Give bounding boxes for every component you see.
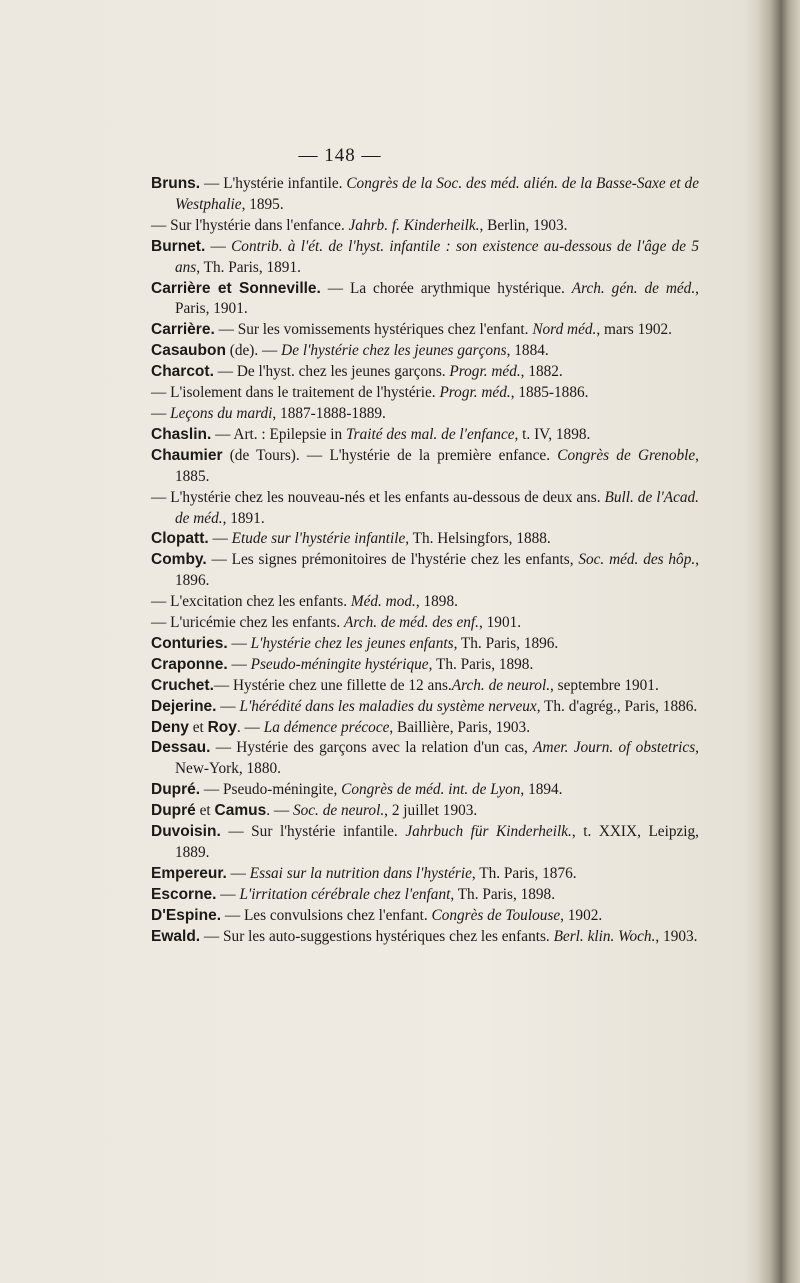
entry-text: — Les convulsions chez l'enfant. (221, 906, 432, 924)
entry-text: , Th. Paris, 1898. (428, 655, 534, 673)
entry-text: , Th. Paris, 1898. (450, 885, 556, 903)
entry-publication: Arch. gén. de méd. (571, 279, 696, 297)
bibliography-entry (151, 320, 699, 341)
entry-publication: Congrès de méd. int. de Lyon (341, 781, 521, 799)
entry-publication: Nord méd. (532, 321, 597, 339)
entry-text: — (216, 697, 240, 715)
entry-text: , septembre 1901. (550, 676, 659, 694)
entry-publication: Amer. Journ. of obstetrics (533, 739, 696, 757)
bibliography-entry (151, 383, 699, 404)
entry-publication: De l'hystérie chez les jeunes garçons (281, 342, 507, 360)
entry-author: Dupré. (151, 781, 201, 799)
entry-author: Carrière et Sonneville. (151, 279, 321, 297)
entry-text: et (195, 802, 215, 820)
entry-author: Escorne. (151, 885, 217, 903)
entry-text: , New-York, 1880. (175, 739, 699, 778)
entry-author: D'Espine. (151, 906, 222, 924)
entry-author: Ewald. (151, 927, 201, 945)
bibliography-entry (151, 341, 699, 362)
entry-publication: Méd. mod. (350, 593, 416, 611)
entry-text: Sur l'hystérie dans l'enfance. (166, 216, 349, 234)
entry-text: , 1887-1888-1889. (272, 404, 386, 422)
entry-author: Casaubon (151, 342, 226, 360)
entry-text: — De l'hyst. chez les jeunes garçons. (213, 363, 450, 381)
entry-text: , mars 1902. (596, 321, 672, 339)
entry-author: Carrière. (151, 321, 215, 339)
entry-text: — (226, 864, 250, 882)
entry-publication: Traité des mal. de l'enfance (345, 425, 515, 443)
entry-text: . — (236, 718, 264, 736)
entry-text: , 1898. (415, 593, 458, 611)
entry-author: Cruchet. (151, 676, 214, 694)
entry-text: , 1891. (222, 509, 265, 527)
entry-publication: Pseudo-méningite hystérique (250, 655, 429, 673)
entry-publication: Arch. de neurol. (451, 676, 551, 694)
bibliography-entry (151, 885, 699, 906)
entry-publication: Leçons du mardi (170, 404, 273, 422)
entry-text: — Sur les vomissements hystériques chez l'enfant. (214, 321, 533, 339)
bibliography-entry (151, 822, 699, 864)
entry-ditto-dash: — (151, 488, 167, 506)
entry-ditto-dash: — (151, 593, 167, 611)
entry-author: Clopatt. (151, 530, 209, 548)
entry-text: et (188, 718, 208, 736)
bibliography-entry (151, 404, 699, 425)
bibliography-entry (151, 676, 699, 697)
entry-text: — La chorée arythmique hystérique. (320, 279, 572, 297)
entry-text: — Hystérie chez une fillette de 12 ans. (213, 676, 452, 694)
entry-publication: L'irritation cérébrale chez l'enfant (239, 885, 451, 903)
entry-text: — L'hystérie infantile. (200, 175, 347, 192)
entry-ditto-dash: — (151, 614, 167, 632)
entry-publication: Congrès de la Soc. des méd. alién. de la Basse-Saxe et de Westphalie (175, 175, 699, 213)
bibliography-entry (151, 529, 699, 550)
entry-coauthor: Camus (214, 802, 267, 820)
bibliography-list (151, 174, 699, 948)
entry-text: — (216, 885, 240, 903)
bibliography-entry (151, 362, 699, 383)
entry-text: L'uricémie chez les enfants. (166, 614, 345, 632)
bibliography-entry (151, 488, 699, 530)
bibliography-entry (151, 550, 699, 592)
entry-text: — Sur l'hystérie infantile. (220, 823, 406, 841)
entry-author: Chaumier (151, 446, 223, 464)
bibliography-entry (151, 780, 699, 801)
entry-text: — Les signes prémonitoires de l'hystérie chez les enfants, (206, 551, 579, 569)
entry-text: , Th. Paris, 1896. (453, 634, 559, 652)
entry-text: , 1894. (520, 781, 563, 799)
entry-publication: Soc. de neurol. (292, 802, 385, 820)
entry-publication: Bull. de l'Acad. de méd. (175, 488, 699, 527)
entry-text: . — (266, 802, 293, 820)
entry-author: Dupré (151, 802, 196, 820)
entry-publication: Jahrb. f. Kinderheilk. (348, 216, 480, 234)
entry-publication: L'hystérie chez les jeunes enfants (250, 634, 454, 652)
entry-publication: Congrès de Grenoble (557, 446, 696, 464)
entry-text: , 2 juillet 1903. (384, 802, 478, 820)
entry-publication: Progr. méd. (449, 363, 521, 381)
entry-author: Comby. (151, 551, 207, 569)
bibliography-entry (151, 927, 699, 948)
entry-text: , 1882. (520, 363, 563, 381)
bibliography-entry (151, 655, 699, 676)
entry-text: , Th. d'agrég., Paris, 1886. (536, 697, 698, 715)
entry-author: Duvoisin. (151, 823, 221, 841)
entry-publication: Jahrbuch für Kinderheilk. (405, 823, 572, 841)
bibliography-entry (151, 279, 699, 321)
bibliography-entry (151, 634, 699, 655)
entry-text: , Th. Paris, 1891. (196, 258, 301, 276)
entry-text: , Th. Helsingfors, 1888. (405, 530, 551, 548)
entry-text: , 1901. (479, 614, 522, 632)
entry-author: Charcot. (151, 363, 214, 381)
entry-text: — Art. : Epilepsie in (211, 425, 346, 443)
entry-author: Deny (151, 718, 189, 736)
entry-text: — Pseudo-méningite, (200, 781, 342, 799)
entry-text: , 1884. (506, 342, 549, 360)
entry-text: , Paris, 1901. (175, 279, 699, 318)
entry-text: — (227, 655, 251, 673)
entry-author: Dessau. (151, 739, 211, 757)
bibliography-entry (151, 906, 699, 927)
bibliography-entry (151, 174, 699, 216)
entry-text: , t. XXIX, Leipzig, 1889. (175, 823, 699, 861)
entry-text: (de Tours). — L'hystérie de la première enfance. (222, 446, 558, 464)
entry-publication: L'hérédité dans les maladies du système nerveux (239, 697, 537, 715)
entry-text: , t. IV, 1898. (514, 425, 591, 443)
bibliography-entry (151, 425, 699, 446)
entry-author: Chaslin. (151, 425, 212, 443)
bibliography-entry (151, 592, 699, 613)
entry-ditto-dash: — (151, 216, 167, 234)
bibliography-entry (151, 801, 699, 822)
entry-text: , 1896. (175, 551, 700, 590)
entry-author: Empereur. (151, 864, 227, 882)
entry-text: , Berlin, 1903. (479, 216, 568, 234)
entry-publication: Essai sur la nutrition dans l'hystérie (249, 864, 472, 882)
entry-text: L'hystérie chez les nouveau-nés et les enfants au-dessous de deux ans. (166, 488, 605, 506)
entry-author: Craponne. (151, 655, 228, 673)
entry-text: — (205, 237, 232, 255)
entry-text: L'excitation chez les enfants. (166, 593, 351, 611)
entry-author: Dejerine. (151, 697, 217, 715)
entry-coauthor: Roy (207, 718, 237, 736)
entry-text: L'isolement dans le traitement de l'hystérie. (166, 384, 440, 402)
entry-publication: Congrès de Toulouse (431, 906, 561, 924)
entry-text: , 1885-1886. (510, 384, 589, 402)
entry-author: Burnet. (151, 237, 206, 255)
entry-ditto-dash: — (151, 384, 167, 402)
entry-text: — (208, 530, 232, 548)
entry-text: — (227, 634, 251, 652)
entry-text: , 1885. (175, 446, 699, 485)
bibliography-entry (151, 446, 699, 488)
page-binding-edge (758, 0, 800, 1283)
bibliography-entry (151, 738, 699, 780)
entry-text: , 1902. (560, 906, 603, 924)
entry-text: — Hystérie des garçons avec la relation d'un cas, (210, 739, 534, 757)
entry-ditto-dash: — (151, 404, 167, 422)
bibliography-entry (151, 613, 699, 634)
entry-publication: Contrib. à l'ét. de l'hyst. infantile : son existence au-dessous de l'âge de 5 ans (175, 237, 699, 276)
entry-text: — Sur les auto-suggestions hystériques chez les enfants. (200, 927, 554, 945)
entry-publication: Arch. de méd. des enf. (344, 614, 479, 632)
entry-text: (de). — (225, 342, 282, 360)
entry-publication: Progr. méd. (439, 384, 511, 402)
bibliography-entry (151, 237, 699, 279)
entry-publication: La démence précoce (263, 718, 390, 736)
entry-publication: Soc. méd. des hôp. (578, 551, 696, 569)
entry-text: , 1895. (241, 195, 284, 213)
bibliography-entry (151, 718, 699, 739)
bibliography-entry (151, 864, 699, 885)
bibliography-entry (151, 697, 699, 718)
entry-text: , 1903. (655, 927, 698, 945)
bibliography-entry (151, 216, 699, 237)
entry-author: Bruns. (151, 175, 201, 192)
entry-author: Conturies. (151, 634, 228, 652)
page-number: — 148 — (298, 145, 382, 166)
entry-text: , Th. Paris, 1876. (471, 864, 577, 882)
entry-publication: Berl. klin. Woch. (553, 927, 656, 945)
entry-text: , Baillière, Paris, 1903. (389, 718, 531, 736)
entry-publication: Etude sur l'hystérie infantile (231, 530, 406, 548)
